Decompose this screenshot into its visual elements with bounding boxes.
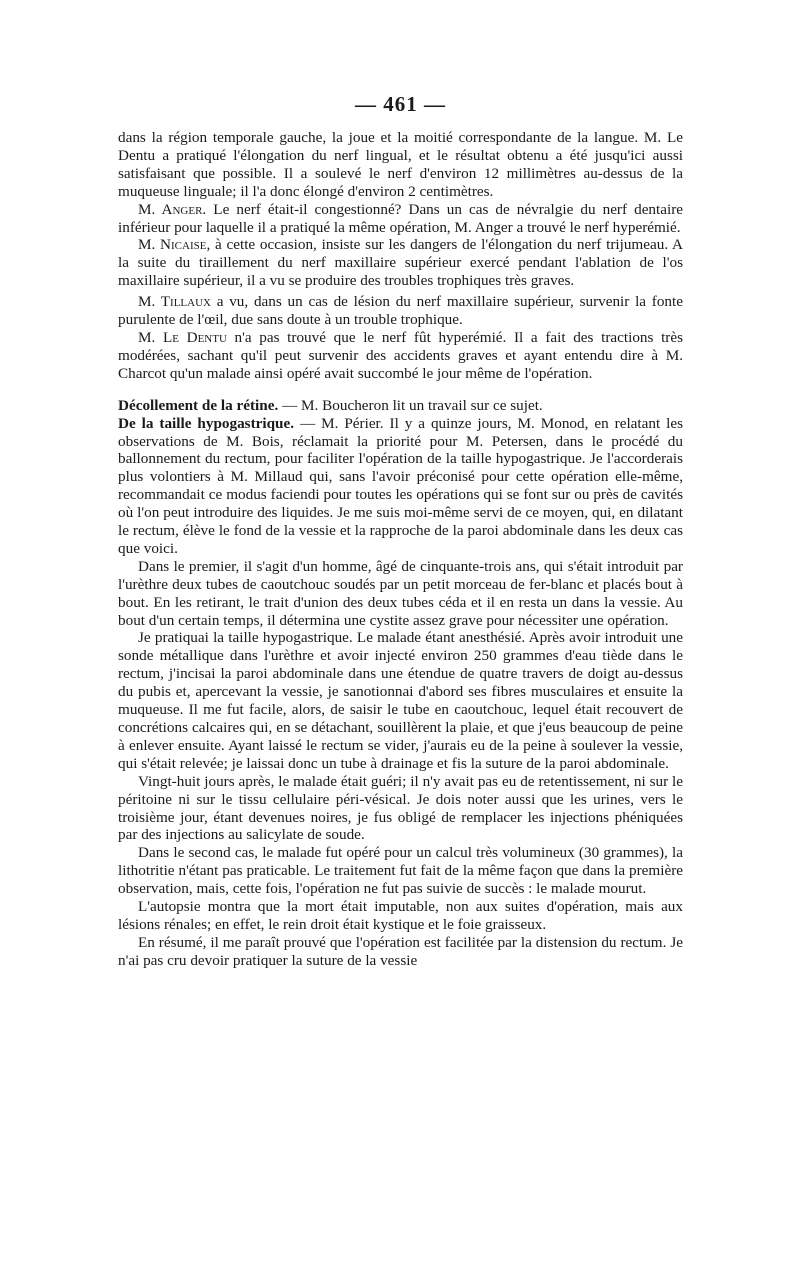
- paragraph-text: Dans le premier, il s'agit d'un homme, âgé de cinquante-trois ans, qui s'était introduit par l'urèthre deux tubes de caoutchouc soudés par un petit morceau de fer-blanc et placés bout à bout. En les retirant, le trait d'union des deux tubes céda et il en resta un dans la vessie. Au bout d'un certain temps, il détermina une cystite assez grave pour nécessiter une opération.: [118, 557, 683, 629]
- book-page: [118, 92, 683, 970]
- paragraph-text: Je pratiquai la taille hypogastrique. Le malade étant anesthésié. Après avoir introduit une sonde métallique dans l'urèthre et avoir injecté environ 250 grammes d'eau tiède dans le rectum, j'incisai la paroi abdominale dans une étendue de quatre travers de doigt au-dessus du pubis et, apercevant la vessie, je sanotionnai d'abord ses fibres musculaires et ensuite la muqueuse. Il me fut facile, alors, de saisir le tube en caoutchouc, lequel était recouvert de concrétions calcaires qui, en se détachant, souillèrent la plaie, et que j'eus beaucoup de peine à enlever ensuite. Ayant laissé le rectum se vider, j'aurais eu de la peine à soulever la vessie, qui s'était relevée; je laissai donc un tube à drainage et fis la suture de la paroi abdominale.: [118, 629, 683, 772]
- paragraph-4: [118, 293, 683, 329]
- paragraph-5: [118, 329, 683, 383]
- paragraph-case-1: [118, 558, 683, 630]
- paragraph-operation-1: [118, 629, 683, 772]
- paragraph-3: [118, 236, 683, 290]
- section-heading: Décollement de la rétine.: [118, 396, 279, 414]
- paragraph-text: Le nerf était-il congestionné? Dans un cas de névralgie du nerf dentaire inférieur pour laquelle il a pratiqué la même opération, M. Anger a trouvé le nerf hyperémié.: [118, 200, 684, 236]
- paragraph-text: En résumé, il me paraît prouvé que l'opération est facilitée par la distension du rectum. Je n'ai pas cru devoir pratiquer la suture de la vessie: [118, 933, 683, 969]
- paragraph-autopsy: [118, 898, 683, 934]
- paragraph-1: [118, 129, 683, 201]
- speaker-name: M. Tillaux: [138, 293, 211, 311]
- paragraph-2: [118, 201, 683, 237]
- paragraph-recovery: [118, 773, 683, 845]
- section-heading: De la taille hypogastrique.: [118, 414, 295, 432]
- paragraph-text: a vu, dans un cas de lésion du nerf maxillaire supérieur, survenir la fonte purulente de l'œil, due sans doute à un trouble trophique.: [118, 293, 683, 329]
- speaker-name: M. Nicaise,: [138, 236, 211, 254]
- paragraph-text: — M. Périer. Il y a quinze jours, M. Monod, en relatant les observations de M. Bois, réclamait la priorité pour M. Petersen, dans le procédé du ballonnement du rectum, pour faciliter l'opération de la taille hypogastrique. Je l'accorderais plus volontiers à M. Millaud qui, sans l'avoir préconisé pour cette opération elle-même, recommandait ce modus faciendi pour toutes les opérations qui se font sur ou près de cavités où l'on peut introduire des liquides. Je me suis moi-même servi de ce moyen, qui, en dilatant le rectum, élève le fond de la vessie et la rapproche de la paroi abdominale dans les deux cas que voici.: [118, 414, 683, 557]
- speaker-name: M. Le Dentu: [138, 328, 227, 346]
- paragraph-summary: [118, 934, 683, 970]
- paragraph-text: Vingt-huit jours après, le malade était guéri; il n'y avait pas eu de retentissement, ni sur le péritoine ni sur le tissu cellulaire péri-vésical. Je dois noter aussi que les urines, vers le troisième jour, étant devenues noires, je fus obligé de remplacer les injections phéniquées par des injections au salicylate de soude.: [118, 772, 683, 844]
- paragraph-text: n'a pas trouvé que le nerf fût hyperémié. Il a fait des tractions très modérées, sachant qu'il peut survenir des accidents graves et ayant entendu dire à M. Charcot qu'un malade ainsi opéré avait succombé le jour même de l'opération.: [118, 328, 683, 382]
- paragraph-text: Dans le second cas, le malade fut opéré pour un calcul très volumineux (30 grammes), la lithotritie n'étant pas praticable. Le traitement fut fait de la même façon que dans la première observation, mais, cette fois, l'opération ne fut pas suivie de succès : le malade mourut.: [118, 844, 683, 898]
- paragraph-case-2: [118, 844, 683, 898]
- paragraph-text: — M. Boucheron lit un travail sur ce sujet.: [278, 396, 543, 414]
- section-taille-hypogastrique: [118, 415, 683, 558]
- paragraph-text: dans la région temporale gauche, la joue et la moitié correspondante de la langue. M. Le Dentu a pratiqué l'élongation du nerf lingual, et le résultat obtenu a été jusqu'ici aussi satisfaisant que possible. Il a soulevé le nerf d'environ 12 millimètres au-dessus de la muqueuse linguale; il l'a donc élongé d'environ 2 centimètres.: [118, 129, 683, 200]
- page-number: — 461 —: [355, 92, 446, 116]
- paragraph-text: à cette occasion, insiste sur les dangers de l'élongation du nerf trijumeau. A la suite du tiraillement du nerf maxillaire supérieur exercé pendant l'ablation de l'os maxillaire supérieur, il a vu se produire des troubles trophiques très graves.: [118, 236, 683, 290]
- section-decollement-retine: [118, 397, 683, 415]
- paragraph-text: L'autopsie montra que la mort était imputable, non aux suites d'opération, mais aux lésions rénales; en effet, le rein droit était kystique et le foie graisseux.: [118, 898, 683, 933]
- speaker-name: M. Anger.: [138, 200, 207, 218]
